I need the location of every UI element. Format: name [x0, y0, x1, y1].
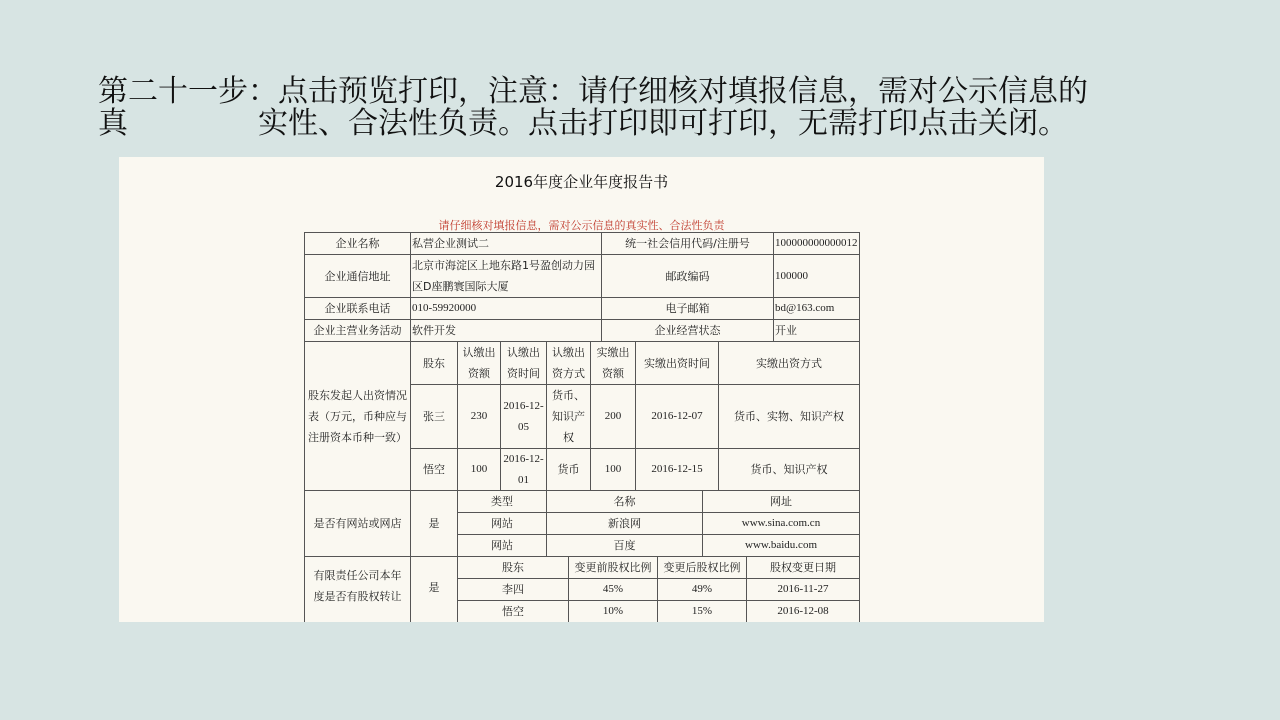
website-cell: 网站: [458, 535, 547, 557]
equity-cell: 45%: [569, 579, 658, 601]
header-cell: 变更前股权比例: [569, 557, 658, 579]
website-cell: 网站: [458, 513, 547, 535]
header-cell: 名称: [547, 491, 703, 513]
report-warning: 请仔细核对填报信息，需对公示信息的真实性、合法性负责: [438, 219, 725, 232]
website-label: 是否有网站或网店: [305, 491, 411, 557]
report-title: 2016年度企业年度报告书: [494, 173, 669, 191]
header-cell: 实缴出资时间: [636, 342, 719, 385]
value-cell: 开业: [774, 320, 860, 342]
capital-cell: 张三: [411, 385, 458, 449]
report-preview: [119, 157, 1044, 622]
header-cell: 认缴出资方式: [547, 342, 591, 385]
label-cell: 企业联系电话: [305, 298, 411, 320]
website-cell: 百度: [547, 535, 703, 557]
equity-cell: 李四: [458, 579, 569, 601]
value-cell: 北京市海淀区上地东路1号盈创动力园区D座鹏寰国际大厦: [411, 255, 602, 298]
capital-cell: 货币: [547, 449, 591, 491]
capital-cell: 2016-12-01: [501, 449, 547, 491]
equity-cell: 15%: [658, 601, 747, 622]
value-cell: 010-59920000: [411, 298, 602, 320]
header-cell: 实缴出资额: [591, 342, 636, 385]
capital-cell: 货币、知识产权: [719, 449, 860, 491]
capital-cell: 悟空: [411, 449, 458, 491]
equity-cell: 悟空: [458, 601, 569, 622]
label-cell: 电子邮箱: [602, 298, 774, 320]
step-instruction-line2b: 实性、合法性负责。点击打印即可打印，无需打印点击关闭。: [258, 106, 1068, 141]
value-cell: 软件开发: [411, 320, 602, 342]
website-url: www.baidu.com: [703, 535, 860, 557]
equity-cell: 10%: [569, 601, 658, 622]
step-instruction-line1: 第二十一步：点击预览打印，注意：请仔细核对填报信息，需对公示信息的: [98, 74, 1088, 109]
header-cell: 股东: [411, 342, 458, 385]
header-cell: 实缴出资方式: [719, 342, 860, 385]
capital-cell: 230: [458, 385, 501, 449]
label-cell: 邮政编码: [602, 255, 774, 298]
header-cell: 变更后股权比例: [658, 557, 747, 579]
capital-label: 股东发起人出资情况表（万元，币种应与注册资本币种一致）: [305, 342, 411, 491]
value-cell: bd@163.com: [774, 298, 860, 320]
value-cell: 100000000000012: [774, 233, 860, 255]
header-cell: 类型: [458, 491, 547, 513]
equity-cell: 2016-11-27: [747, 579, 860, 601]
capital-cell: 100: [458, 449, 501, 491]
header-cell: 认缴出资时间: [501, 342, 547, 385]
capital-cell: 2016-12-07: [636, 385, 719, 449]
website-url: www.sina.com.cn: [703, 513, 860, 535]
step-instruction-line2a: 真: [98, 106, 128, 141]
equity-label: 有限责任公司本年度是否有股权转让: [305, 557, 411, 622]
equity-answer: 是: [411, 557, 458, 622]
capital-cell: 100: [591, 449, 636, 491]
capital-cell: 2016-12-05: [501, 385, 547, 449]
website-cell: 新浪网: [547, 513, 703, 535]
header-cell: 股东: [458, 557, 569, 579]
header-cell: 认缴出资额: [458, 342, 501, 385]
capital-cell: 货币、实物、知识产权: [719, 385, 860, 449]
label-cell: 企业通信地址: [305, 255, 411, 298]
value-cell: 100000: [774, 255, 860, 298]
header-cell: 网址: [703, 491, 860, 513]
label-cell: 统一社会信用代码/注册号: [602, 233, 774, 255]
value-cell: 私营企业测试二: [411, 233, 602, 255]
label-cell: 企业名称: [305, 233, 411, 255]
website-answer: 是: [411, 491, 458, 557]
header-cell: 股权变更日期: [747, 557, 860, 579]
capital-cell: 货币、知识产权: [547, 385, 591, 449]
equity-cell: 49%: [658, 579, 747, 601]
label-cell: 企业经营状态: [602, 320, 774, 342]
capital-cell: 200: [591, 385, 636, 449]
label-cell: 企业主营业务活动: [305, 320, 411, 342]
capital-cell: 2016-12-15: [636, 449, 719, 491]
equity-cell: 2016-12-08: [747, 601, 860, 622]
report-table: [304, 232, 860, 622]
